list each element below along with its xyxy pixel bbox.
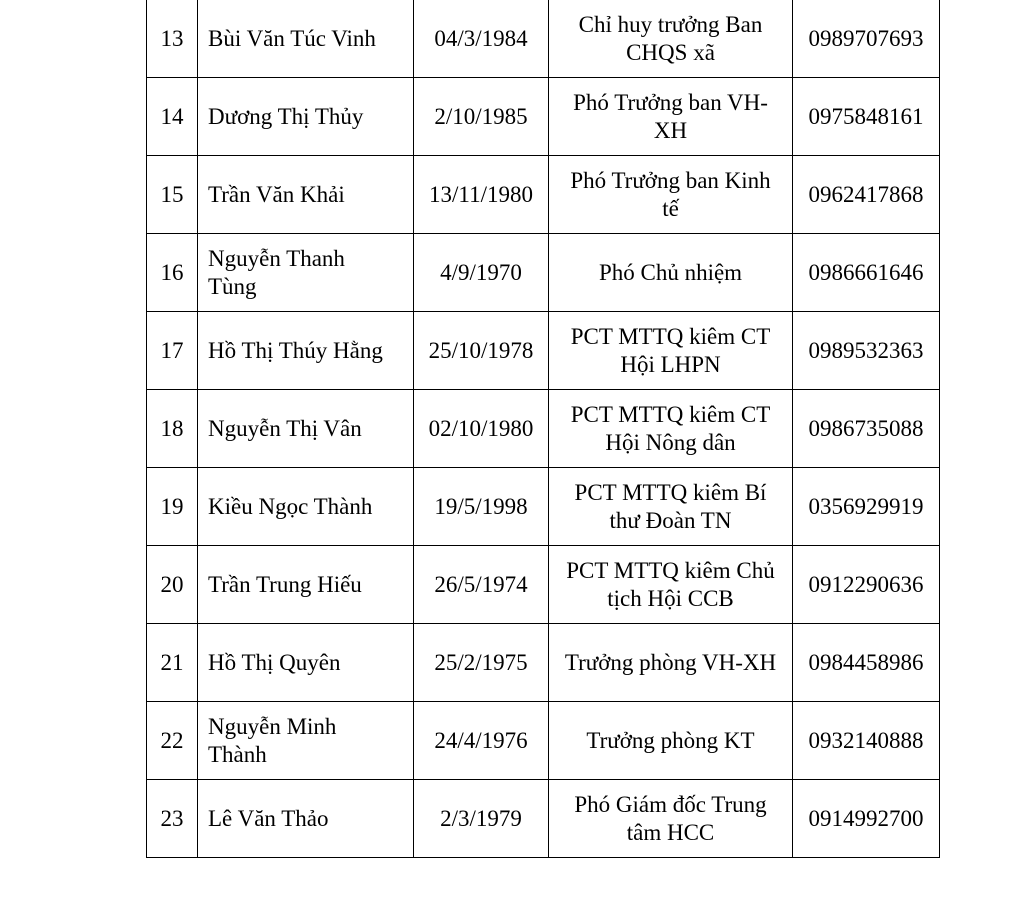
position: Phó Chủ nhiệm bbox=[549, 234, 793, 312]
row-number: 14 bbox=[147, 78, 198, 156]
full-name: Hồ Thị Quyên bbox=[198, 624, 414, 702]
row-number: 17 bbox=[147, 312, 198, 390]
row-number: 13 bbox=[147, 0, 198, 78]
phone-number: 0986735088 bbox=[793, 390, 940, 468]
table-row bbox=[147, 702, 940, 780]
name-text: Nguyễn Minh Thành bbox=[208, 713, 337, 767]
position-text: PCT MTTQ kiêm CT Hội Nông dân bbox=[570, 401, 771, 455]
date-of-birth: 2/10/1985 bbox=[414, 78, 549, 156]
position: Trưởng phòng VH-XH bbox=[549, 624, 793, 702]
table-row bbox=[147, 624, 940, 702]
phone-number: 0986661646 bbox=[793, 234, 940, 312]
phone-number: 0912290636 bbox=[793, 546, 940, 624]
date-of-birth: 02/10/1980 bbox=[414, 390, 549, 468]
date-of-birth: 4/9/1970 bbox=[414, 234, 549, 312]
position bbox=[549, 546, 793, 624]
full-name bbox=[198, 234, 414, 312]
full-name: Bùi Văn Túc Vinh bbox=[198, 0, 414, 78]
phone-number: 0932140888 bbox=[793, 702, 940, 780]
position-text: Chỉ huy trưởng Ban CHQS xã bbox=[578, 11, 763, 65]
full-name bbox=[198, 702, 414, 780]
position bbox=[549, 78, 793, 156]
position bbox=[549, 0, 793, 78]
position bbox=[549, 156, 793, 234]
row-number: 20 bbox=[147, 546, 198, 624]
row-number: 15 bbox=[147, 156, 198, 234]
position-text: Phó Giám đốc Trung tâm HCC bbox=[574, 791, 767, 845]
date-of-birth: 13/11/1980 bbox=[414, 156, 549, 234]
full-name: Trần Trung Hiếu bbox=[198, 546, 414, 624]
row-number: 18 bbox=[147, 390, 198, 468]
table-row bbox=[147, 156, 940, 234]
table-row bbox=[147, 468, 940, 546]
position-text: Phó Trưởng ban Kinh tế bbox=[570, 167, 771, 221]
row-number: 22 bbox=[147, 702, 198, 780]
phone-number: 0975848161 bbox=[793, 78, 940, 156]
phone-number: 0914992700 bbox=[793, 780, 940, 858]
position-text: PCT MTTQ kiêm Bí thư Đoàn TN bbox=[574, 479, 767, 533]
name-text: Nguyễn Thanh Tùng bbox=[208, 245, 345, 299]
table-row bbox=[147, 0, 940, 78]
full-name: Kiều Ngọc Thành bbox=[198, 468, 414, 546]
date-of-birth: 26/5/1974 bbox=[414, 546, 549, 624]
row-number: 16 bbox=[147, 234, 198, 312]
phone-number: 0356929919 bbox=[793, 468, 940, 546]
position bbox=[549, 312, 793, 390]
position-text: Phó Trưởng ban VH-XH bbox=[573, 89, 768, 143]
phone-number: 0989532363 bbox=[793, 312, 940, 390]
phone-number: 0984458986 bbox=[793, 624, 940, 702]
date-of-birth: 25/10/1978 bbox=[414, 312, 549, 390]
table-row bbox=[147, 312, 940, 390]
full-name: Lê Văn Thảo bbox=[198, 780, 414, 858]
position bbox=[549, 468, 793, 546]
full-name: Hồ Thị Thúy Hằng bbox=[198, 312, 414, 390]
position bbox=[549, 780, 793, 858]
row-number: 21 bbox=[147, 624, 198, 702]
phone-number: 0962417868 bbox=[793, 156, 940, 234]
table-row bbox=[147, 234, 940, 312]
phone-number: 0989707693 bbox=[793, 0, 940, 78]
position-text: PCT MTTQ kiêm CT Hội LHPN bbox=[570, 323, 771, 377]
full-name: Dương Thị Thủy bbox=[198, 78, 414, 156]
date-of-birth: 2/3/1979 bbox=[414, 780, 549, 858]
table-row bbox=[147, 390, 940, 468]
personnel-table bbox=[146, 0, 940, 858]
position bbox=[549, 390, 793, 468]
position-text: PCT MTTQ kiêm Chủ tịch Hội CCB bbox=[566, 557, 775, 611]
date-of-birth: 25/2/1975 bbox=[414, 624, 549, 702]
table-row bbox=[147, 780, 940, 858]
date-of-birth: 19/5/1998 bbox=[414, 468, 549, 546]
date-of-birth: 24/4/1976 bbox=[414, 702, 549, 780]
table-row bbox=[147, 78, 940, 156]
date-of-birth: 04/3/1984 bbox=[414, 0, 549, 78]
full-name: Nguyễn Thị Vân bbox=[198, 390, 414, 468]
full-name: Trần Văn Khải bbox=[198, 156, 414, 234]
row-number: 19 bbox=[147, 468, 198, 546]
row-number: 23 bbox=[147, 780, 198, 858]
table-row bbox=[147, 546, 940, 624]
position: Trưởng phòng KT bbox=[549, 702, 793, 780]
